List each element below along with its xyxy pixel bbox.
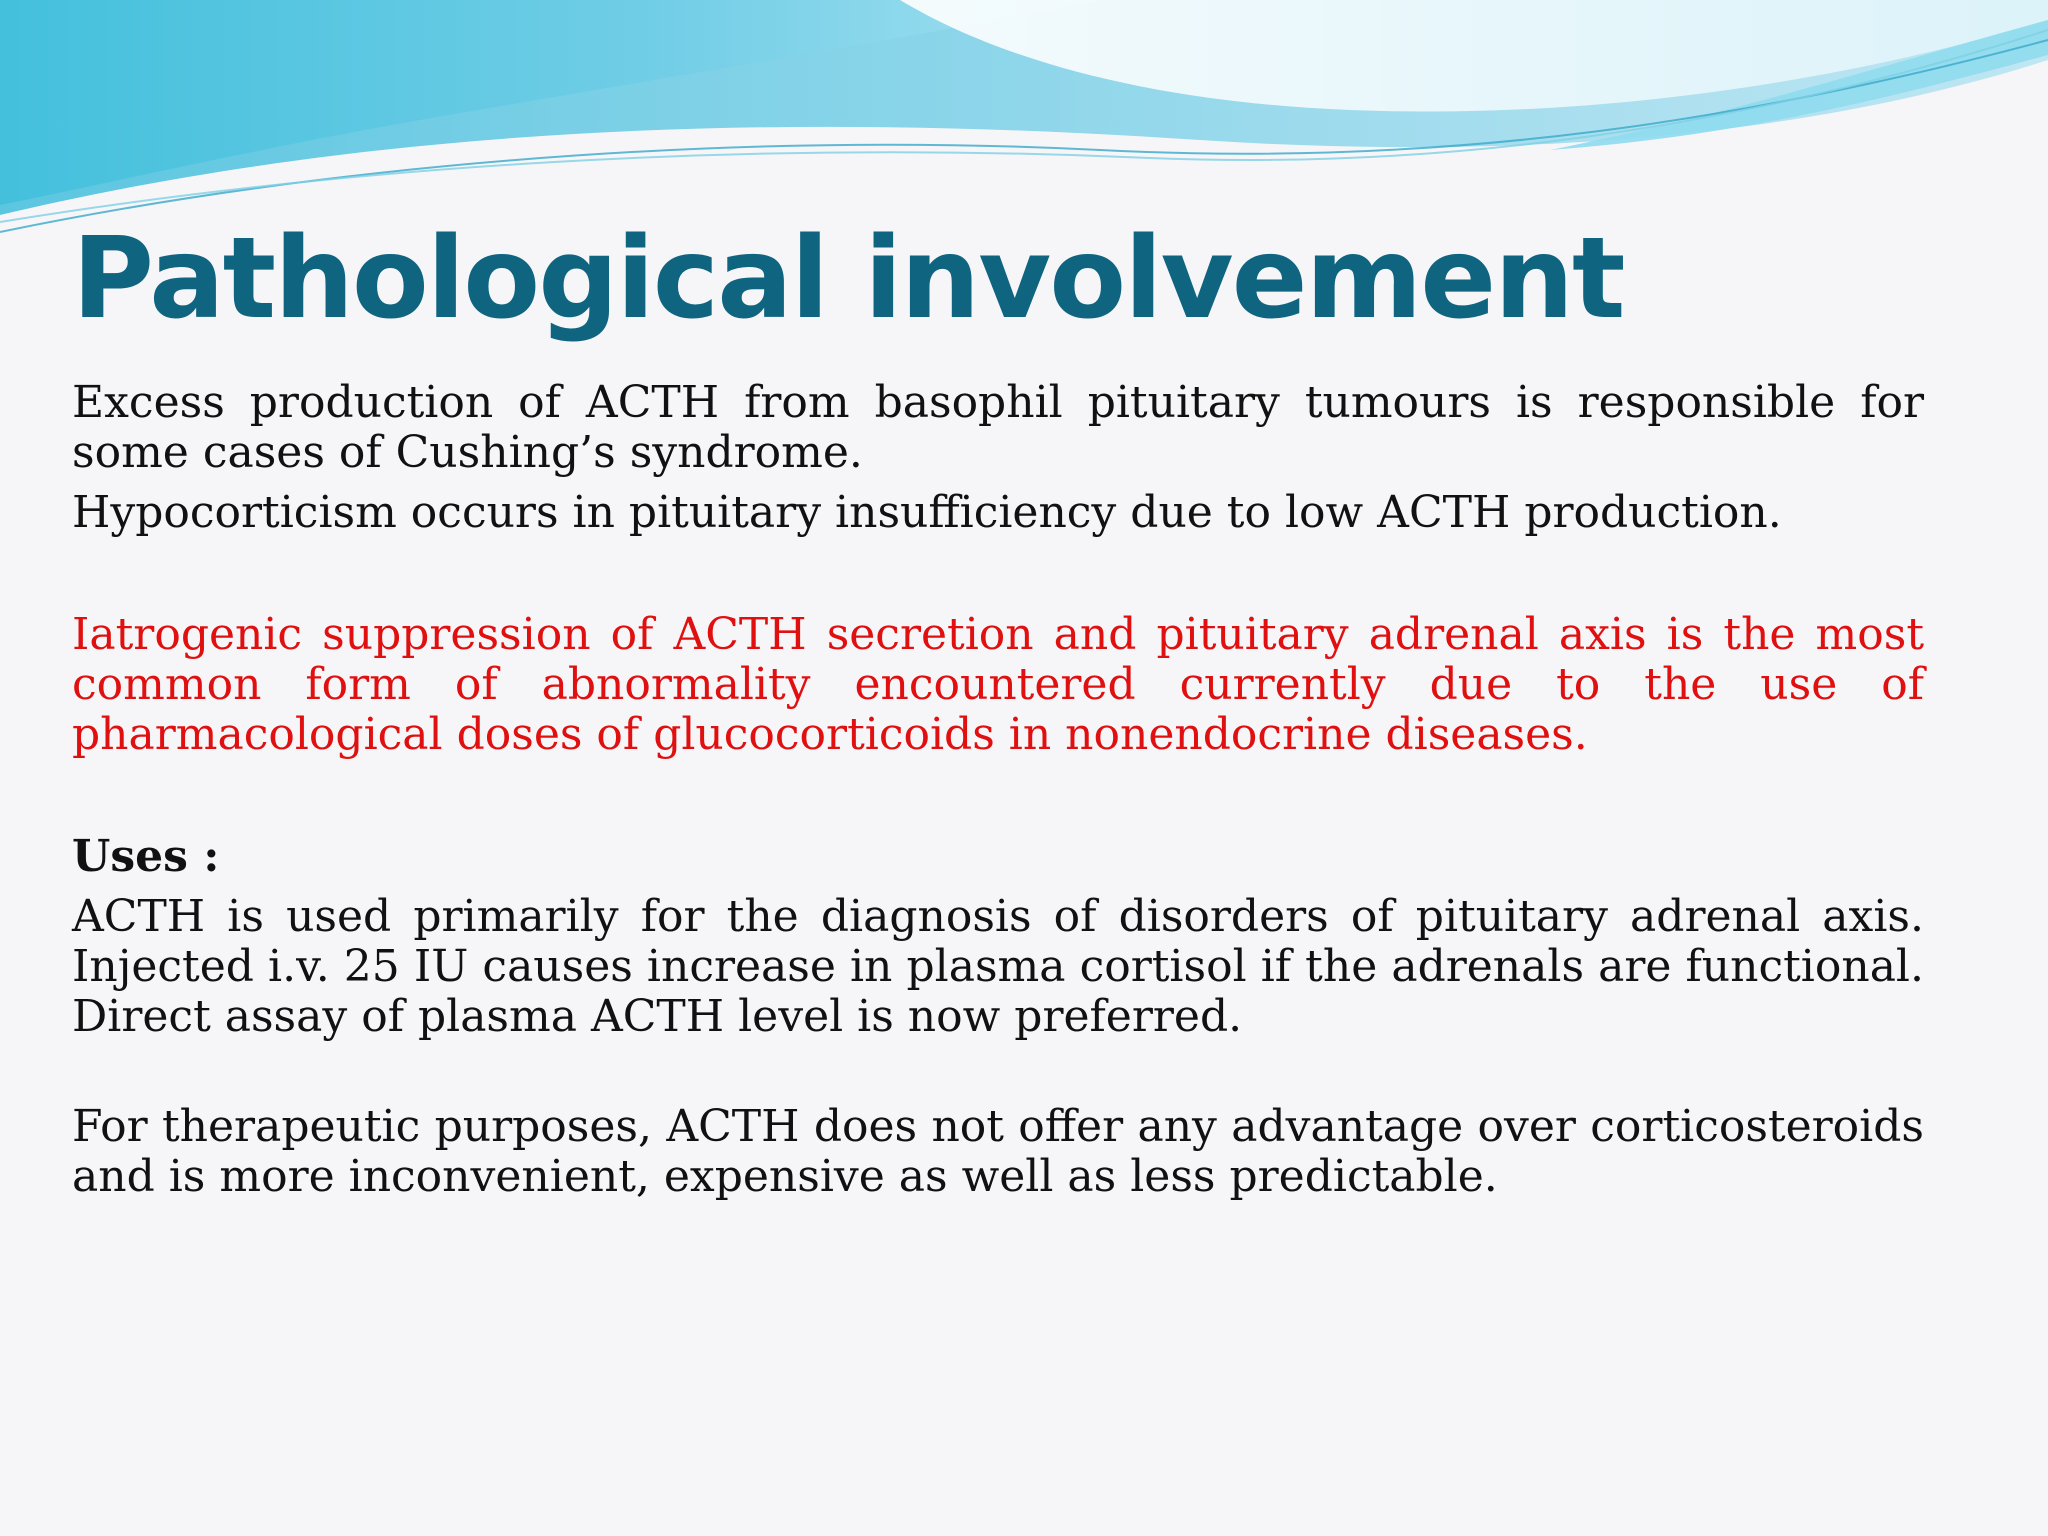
slide-title: Pathological involvement: [72, 214, 1624, 344]
paragraph-iatrogenic-suppression: Iatrogenic suppression of ACTH secretion and pituitary adrenal axis is the most common form of abnormality encountered currently due to the use of pharmacological doses of glucocorticoids in nonendocrine diseases.: [72, 609, 1924, 760]
paragraph-therapeutic-purposes: For therapeutic purposes, ACTH does not offer any advantage over corticosteroids and is more inconvenient, expensive as well as less predictable.: [72, 1101, 1924, 1202]
paragraph-cushings: Excess production of ACTH from basophil pituitary tumours is responsible for some cases of Cushing’s syndrome.: [72, 377, 1924, 478]
slide-body: [72, 378, 1924, 1202]
paragraph-uses-diagnosis: ACTH is used primarily for the diagnosis of disorders of pituitary adrenal axis. Injected i.v. 25 IU causes increase in plasma cortisol if the adrenals are functional. Direct assay of plasma ACTH level is now preferred.: [72, 891, 1924, 1042]
paragraph-hypocorticism: Hypocorticism occurs in pituitary insufficiency due to low ACTH production.: [72, 487, 1782, 538]
uses-heading: Uses :: [72, 831, 220, 882]
header-wave-decoration: [0, 0, 2048, 240]
